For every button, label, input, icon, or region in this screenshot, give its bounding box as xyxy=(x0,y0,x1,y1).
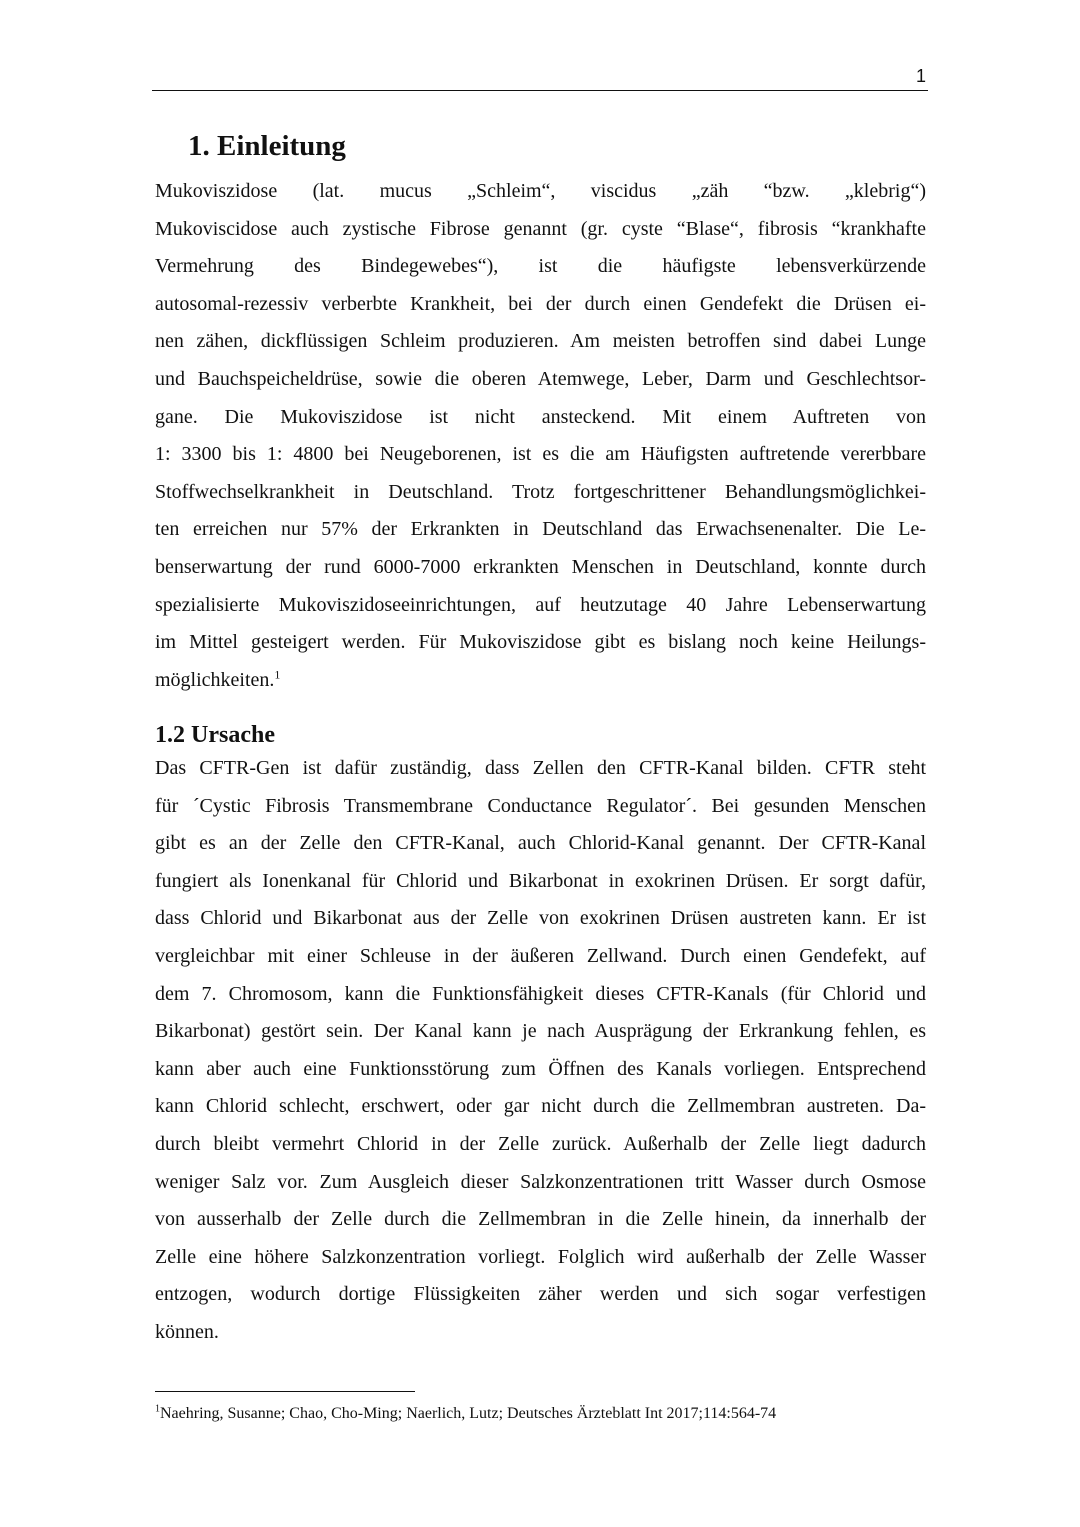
footnote-reference[interactable]: 1 xyxy=(274,667,281,682)
text-line: fungiert als Ionenkanal für Chlorid und Bikarbonat in exokrinen Drüsen. Er sorgt dafür, xyxy=(155,869,926,892)
text-line: von ausserhalb der Zelle durch die Zellmembran in die Zelle hinein, da innerhalb der xyxy=(155,1208,926,1231)
text-line: vergleichbar mit einer Schleuse in der äußeren Zellwand. Durch einen Gendefekt, auf xyxy=(155,944,926,967)
text-line: Vermehrung des Bindegewebes“), ist die häufigste lebensverkürzende xyxy=(155,255,926,278)
text-line-last: können. xyxy=(155,1320,219,1343)
text-line: Das CFTR-Gen ist dafür zuständig, dass Zellen den CFTR-Kanal bilden. CFTR steht xyxy=(155,757,926,779)
text-line: und Bauchspeicheldrüse, sowie die oberen Atemwege, Leber, Darm und Geschlechtsor- xyxy=(155,367,926,390)
text-line: entzogen, wodurch dortige Flüssigkeiten zäher werden und sich sogar verfestigen xyxy=(155,1283,926,1306)
page-number: 1 xyxy=(915,66,926,86)
text-line: Mukoviscidose auch zystische Fibrose genannt (gr. cyste “Blase“, fibrosis “krankhafte xyxy=(155,217,926,240)
text-line: gane. Die Mukoviszidose ist nicht ansteckend. Mit einem Auftreten von xyxy=(155,405,926,428)
text-line: durch bleibt vermehrt Chlorid in der Zelle zurück. Außerhalb der Zelle liegt dadurch xyxy=(155,1132,926,1155)
heading-einleitung: 1. Einleitung xyxy=(188,130,346,162)
text-line: weniger Salz vor. Zum Ausgleich dieser Salzkonzentrationen tritt Wasser durch Osmose xyxy=(155,1170,926,1193)
text-line: dass Chlorid und Bikarbonat aus der Zelle von exokrinen Drüsen austreten kann. Er ist xyxy=(155,907,926,930)
text-line: spezialisierte Mukoviszidoseeinrichtungen, auf heutzutage 40 Jahre Lebenserwartung xyxy=(155,593,926,616)
text-line: gibt es an der Zelle den CFTR-Kanal, auch Chlorid-Kanal genannt. Der CFTR-Kanal xyxy=(155,832,926,855)
text-line: autosomal-rezessiv verberbte Krankheit, bei der durch einen Gendefekt die Drüsen ei- xyxy=(155,292,926,315)
text-line: Zelle eine höhere Salzkonzentration vorliegt. Folglich wird außerhalb der Zelle Wasser xyxy=(155,1245,926,1268)
text-line: Bikarbonat) gestört sein. Der Kanal kann je nach Ausprägung der Erkrankung fehlen, es xyxy=(155,1020,926,1043)
intro-paragraph xyxy=(155,173,926,699)
text-line: Mukoviszidose (lat. mucus „Schleim“, viscidus „zäh “bzw. „klebrig“) xyxy=(155,180,926,202)
text-line: kann Chlorid schlecht, erschwert, oder gar nicht durch die Zellmembran austreten. Da- xyxy=(155,1095,926,1118)
text-line-last xyxy=(155,662,926,700)
text-line-content: möglichkeiten. xyxy=(155,668,275,691)
text-line: kann aber auch eine Funktionsstörung zum Öffnen des Kanals vorliegen. Entsprechend xyxy=(155,1057,926,1080)
text-line: im Mittel gesteigert werden. Für Mukoviszidose gibt es bislang noch keine Heilungs- xyxy=(155,631,926,654)
header-rule xyxy=(152,90,928,91)
text-line: dem 7. Chromosom, kann die Funktionsfähigkeit dieses CFTR-Kanals (für Chlorid und xyxy=(155,982,926,1005)
footnote-rule xyxy=(155,1391,415,1392)
footnote-text: Naehring, Susanne; Chao, Cho-Ming; Naerlich, Lutz; Deutsches Ärzteblatt Int 2017;114:564-74 xyxy=(160,1405,777,1422)
footnote-number: 1 xyxy=(155,1403,160,1415)
text-line: ten erreichen nur 57% der Erkrankten in Deutschland das Erwachsenenalter. Die Le- xyxy=(155,518,926,541)
text-line: Stoffwechselkrankheit in Deutschland. Trotz fortgeschrittener Behandlungsmöglichkei- xyxy=(155,480,926,503)
heading-ursache: 1.2 Ursache xyxy=(155,722,275,748)
cause-paragraph xyxy=(155,750,926,1352)
text-line: nen zähen, dickflüssigen Schleim produzieren. Am meisten betroffen sind dabei Lunge xyxy=(155,330,926,353)
text-line: 1: 3300 bis 1: 4800 bei Neugeborenen, ist es die am Häufigsten auftretende vererbbare xyxy=(155,443,926,466)
text-line: für ´Cystic Fibrosis Transmembrane Conductance Regulator´. Bei gesunden Menschen xyxy=(155,794,926,817)
footnote xyxy=(155,1403,776,1425)
text-line: benserwartung der rund 6000-7000 erkrankten Menschen in Deutschland, konnte durch xyxy=(155,555,926,578)
